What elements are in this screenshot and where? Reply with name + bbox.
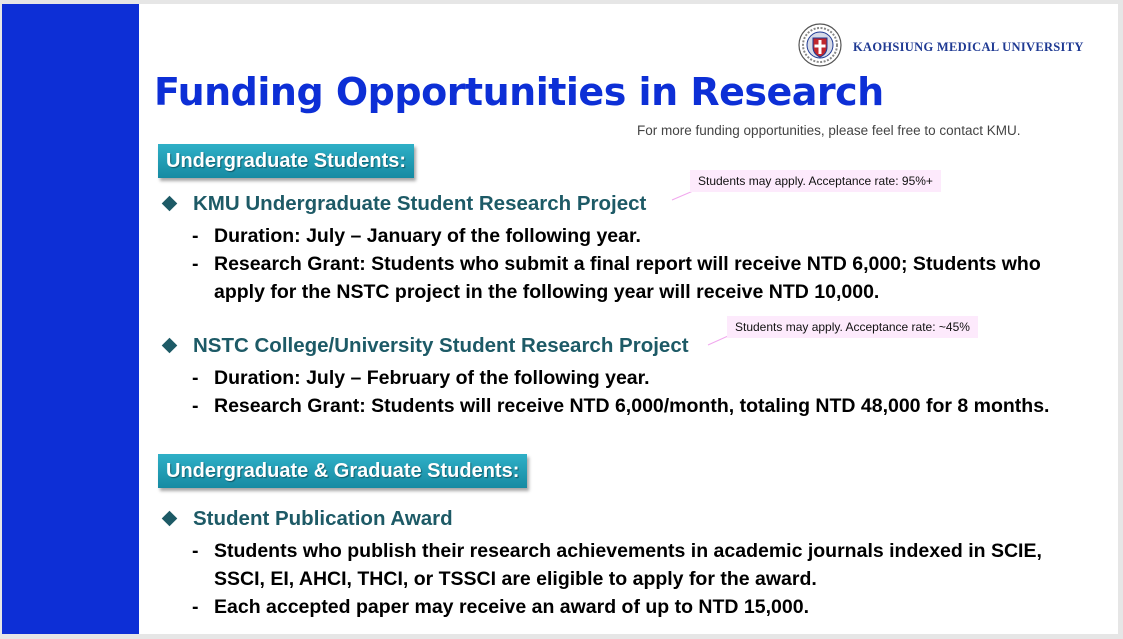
award-amount-point: - Each accepted paper may receive an award of up to NTD 15,000.	[192, 596, 809, 618]
kmu-grant-point: - Research Grant: Students who submit a final report will receive NTD 6,000; Students who apply for the NSTC project in the following year will receive NTD 10,000.	[192, 253, 1041, 303]
nstc-duration-point: - Duration: July – February of the following year.	[192, 367, 650, 389]
kmu-duration-point: - Duration: July – January of the following year.	[192, 225, 641, 247]
bullet-title: NSTC College/University Student Research Project	[193, 334, 689, 357]
award-eligibility-point: - Students who publish their research achievements in academic journals indexed in SCIE, SSCI, EI, AHCI, THCI, or TSSCI are eligible to apply for the award.	[192, 540, 1042, 590]
bullet-title: Student Publication Award	[193, 507, 453, 530]
callout-nstc-acceptance: Students may apply. Acceptance rate: ~45%	[727, 316, 978, 338]
callout-kmu-acceptance: Students may apply. Acceptance rate: 95%+	[690, 170, 941, 192]
diamond-bullet-icon	[162, 195, 178, 211]
slide	[2, 4, 1118, 634]
nstc-grant-point: - Research Grant: Students will receive NTD 6,000/month, totaling NTD 48,000 for 8 months.	[192, 395, 1050, 417]
bullet-kmu-project	[160, 192, 646, 216]
bullet-title: KMU Undergraduate Student Research Project	[193, 192, 647, 215]
bullet-publication-award	[160, 507, 453, 531]
section-label-undergrad-grad: Undergraduate & Graduate Students:	[158, 454, 527, 488]
diamond-bullet-icon	[162, 510, 178, 526]
bullet-nstc-project	[160, 334, 689, 358]
university-name: KAOHSIUNG MEDICAL UNIVERSITY	[853, 40, 1084, 54]
page-title: Funding Opportunities in Research	[154, 70, 884, 114]
diamond-bullet-icon	[162, 337, 178, 353]
section-label-undergraduate: Undergraduate Students:	[158, 144, 414, 178]
contact-note: For more funding opportunities, please feel free to contact KMU.	[637, 123, 1021, 138]
